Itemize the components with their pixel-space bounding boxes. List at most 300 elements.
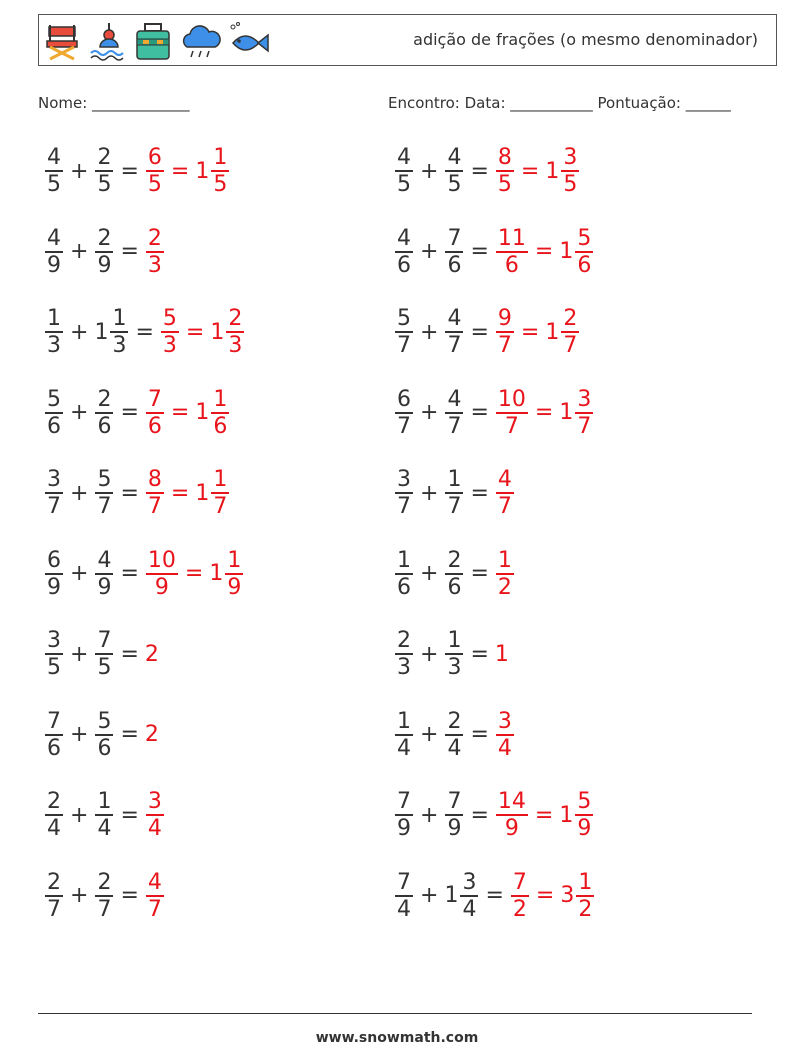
numerator: 7: [97, 628, 112, 653]
numerator: 1: [227, 547, 242, 573]
problem-item: [394, 304, 580, 360]
problem-item: [44, 707, 159, 763]
mixed-fraction: [211, 467, 229, 519]
mixed-whole: 1: [195, 400, 210, 425]
fishing-float-icon: [89, 21, 125, 61]
addend-fraction: [395, 306, 413, 358]
denominator: 7: [397, 333, 411, 358]
problem-item: [44, 465, 230, 521]
addend-fraction: [445, 789, 463, 841]
numerator: 4: [447, 306, 462, 331]
denominator: 7: [504, 413, 519, 439]
answer: [495, 467, 515, 519]
numerator: 8: [497, 145, 512, 170]
plus-sign: +: [420, 641, 439, 667]
denominator: 6: [447, 252, 462, 278]
meeting-date-score-field: Encontro: Data: ___________ Pontuação: ______: [388, 94, 731, 112]
denominator: 6: [447, 574, 462, 600]
numerator: 5: [577, 789, 592, 814]
equals-sign: =: [120, 641, 139, 667]
answer: [160, 306, 245, 358]
denominator: 5: [213, 172, 228, 197]
equals-sign: =: [170, 158, 190, 184]
denominator: 7: [563, 333, 578, 358]
denominator: 5: [447, 172, 462, 197]
numerator: 7: [447, 789, 462, 814]
numerator: 3: [47, 628, 61, 653]
plus-sign: +: [70, 400, 89, 425]
denominator: 6: [147, 413, 162, 439]
denominator: 7: [497, 494, 512, 519]
addend-fraction: [45, 870, 63, 922]
numerator: 7: [147, 386, 162, 412]
addend-fraction: [445, 709, 463, 761]
denominator: 9: [577, 816, 592, 841]
equals-sign: =: [470, 319, 489, 345]
answer: [145, 467, 230, 519]
equals-sign: =: [520, 319, 540, 345]
addend-fraction: [45, 628, 63, 680]
denominator: 7: [47, 896, 61, 922]
numerator: 2: [447, 708, 462, 734]
addend-fraction: [395, 387, 413, 439]
numerator: 2: [97, 145, 112, 170]
addend-fraction: [445, 387, 463, 439]
denominator: 7: [97, 896, 112, 922]
mixed-fraction: [211, 387, 229, 439]
denominator: 3: [397, 655, 411, 680]
equals-sign: =: [470, 158, 489, 184]
answer-fraction: [146, 387, 164, 439]
denominator: 9: [397, 816, 411, 841]
addend-fraction: [395, 145, 413, 197]
answer-fraction: [146, 145, 164, 197]
problem-item: [44, 143, 230, 199]
addend-fraction: [45, 548, 63, 600]
answer: [495, 145, 580, 197]
plus-sign: +: [420, 561, 439, 586]
numerator: 7: [47, 708, 61, 734]
answer: [495, 387, 594, 439]
denominator: 4: [462, 896, 477, 922]
denominator: 3: [228, 333, 243, 358]
answer-fraction: [496, 306, 514, 358]
whole-part: 1: [444, 883, 459, 908]
denominator: 3: [447, 655, 462, 680]
numerator: 5: [97, 467, 112, 492]
denominator: 7: [397, 494, 411, 519]
plus-sign: +: [420, 802, 439, 828]
numerator: 4: [447, 386, 462, 412]
answer: [145, 722, 159, 747]
numerator: 3: [462, 869, 477, 895]
denominator: 9: [47, 252, 61, 278]
denominator: 9: [97, 574, 112, 600]
addend-fraction: [45, 226, 63, 278]
plus-sign: +: [420, 480, 439, 506]
numerator: 1: [447, 628, 462, 653]
denominator: 5: [47, 172, 61, 197]
problem-item: [394, 707, 515, 763]
worksheet-title: adição de frações (o mesmo denominador): [413, 30, 758, 49]
denominator: 6: [397, 574, 411, 600]
answer: [495, 306, 580, 358]
footer-divider: [38, 1013, 752, 1014]
numerator: 10: [147, 547, 176, 573]
mixed-fraction: [575, 789, 593, 841]
addend-fraction: [395, 870, 413, 922]
mixed-whole: 1: [559, 400, 574, 425]
addend-fraction: [395, 628, 413, 680]
directors-chair-icon: [45, 21, 79, 61]
numerator: 6: [147, 145, 162, 170]
numerator: 2: [97, 386, 112, 412]
numerator: 1: [213, 386, 228, 412]
answer-fraction: [496, 709, 514, 761]
mixed-fraction: [225, 548, 243, 600]
numerator: 7: [512, 869, 527, 895]
denominator: 9: [504, 816, 519, 841]
numerator: 2: [147, 225, 162, 251]
denominator: 2: [497, 574, 512, 600]
denominator: 4: [447, 735, 462, 761]
numerator: 2: [397, 628, 411, 653]
denominator: 6: [47, 735, 61, 761]
denominator: 6: [47, 413, 61, 439]
denominator: 7: [447, 413, 462, 439]
addend-fraction: [110, 306, 128, 358]
addend-fraction: [445, 628, 463, 680]
denominator: 3: [112, 333, 127, 358]
denominator: 4: [397, 896, 411, 922]
denominator: 7: [577, 413, 592, 439]
numerator: 5: [162, 306, 177, 331]
denominator: 7: [397, 413, 411, 439]
denominator: 6: [97, 413, 112, 439]
mixed-whole: 1: [559, 802, 574, 828]
equals-sign: =: [170, 400, 190, 425]
numerator: 10: [497, 386, 526, 412]
answer-whole: 2: [144, 641, 159, 667]
numerator: 3: [563, 145, 578, 170]
plus-sign: +: [70, 641, 89, 667]
addend-fraction: [95, 145, 113, 197]
numerator: 1: [397, 708, 411, 734]
equals-sign: =: [120, 561, 139, 586]
plus-sign: +: [70, 158, 89, 184]
equals-sign: =: [534, 400, 554, 425]
addend-fraction: [45, 467, 63, 519]
plus-sign: +: [420, 158, 439, 184]
problem-item: [394, 143, 580, 199]
mixed-whole: 1: [195, 158, 210, 184]
denominator: 7: [213, 494, 228, 519]
addend-fraction: [445, 145, 463, 197]
equals-sign: =: [470, 400, 489, 425]
denominator: 7: [147, 896, 162, 922]
answer: [495, 789, 594, 841]
denominator: 7: [147, 494, 162, 519]
equals-sign: =: [534, 802, 554, 828]
answer-fraction: [146, 467, 164, 519]
answer-fraction: [496, 548, 514, 600]
equals-sign: =: [470, 239, 489, 264]
numerator: 7: [447, 225, 462, 251]
numerator: 9: [497, 306, 512, 331]
problem-item: [394, 465, 515, 521]
numerator: 6: [397, 386, 411, 412]
equals-sign: =: [120, 802, 139, 828]
name-field: Nome: _____________: [38, 94, 190, 112]
tackle-box-icon: [135, 21, 171, 61]
rain-cloud-icon: [179, 21, 223, 61]
numerator: 1: [497, 547, 512, 573]
answer: [145, 387, 230, 439]
answer-fraction: [161, 306, 179, 358]
problem-item: [44, 868, 165, 924]
addend-fraction: [460, 870, 478, 922]
numerator: 6: [47, 547, 61, 573]
denominator: 5: [497, 172, 512, 197]
plus-sign: +: [420, 400, 439, 425]
problem-item: [44, 385, 230, 441]
addend-fraction: [45, 387, 63, 439]
numerator: 1: [97, 789, 112, 814]
equals-sign: =: [120, 722, 139, 747]
problem-item: [394, 868, 595, 924]
denominator: 2: [512, 896, 527, 922]
numerator: 1: [213, 467, 228, 492]
equals-sign: =: [485, 883, 504, 908]
addend-fraction: [395, 226, 413, 278]
addend-fraction: [445, 306, 463, 358]
problem-item: [394, 787, 594, 843]
equals-sign: =: [470, 480, 489, 506]
denominator: 5: [563, 172, 578, 197]
plus-sign: +: [420, 722, 439, 747]
addend-fraction: [445, 226, 463, 278]
equals-sign: =: [520, 158, 540, 184]
problem-item: [394, 626, 509, 682]
plus-sign: +: [70, 561, 89, 586]
numerator: 8: [147, 467, 162, 492]
addend-fraction: [95, 387, 113, 439]
equals-sign: =: [120, 480, 139, 506]
addend-fraction: [45, 306, 63, 358]
equals-sign: =: [120, 158, 139, 184]
denominator: 3: [47, 333, 61, 358]
equals-sign: =: [534, 239, 554, 264]
numerator: 2: [47, 789, 61, 814]
problem-item: [44, 546, 244, 602]
addend-fraction: [95, 870, 113, 922]
equals-sign: =: [120, 883, 139, 908]
denominator: 5: [97, 655, 112, 680]
footer-url: www.snowmath.com: [315, 1030, 479, 1046]
denominator: 7: [447, 494, 462, 519]
answer-fraction: [146, 548, 178, 600]
numerator: 1: [47, 306, 61, 331]
numerator: 5: [97, 708, 112, 734]
denominator: 4: [147, 816, 162, 841]
addend-fraction: [95, 789, 113, 841]
numerator: 1: [112, 306, 127, 331]
answer-fraction: [146, 226, 164, 278]
plus-sign: +: [70, 883, 89, 908]
numerator: 2: [228, 306, 243, 331]
numerator: 5: [397, 306, 411, 331]
equals-sign: =: [120, 400, 139, 425]
equals-sign: =: [135, 319, 154, 345]
numerator: 2: [97, 869, 112, 895]
answer: [145, 789, 165, 841]
problem-item: [394, 385, 594, 441]
addend-fraction: [95, 548, 113, 600]
mixed-whole: 1: [545, 319, 560, 345]
denominator: 7: [497, 333, 512, 358]
mixed-whole: 1: [210, 319, 225, 345]
addend-fraction: [395, 548, 413, 600]
plus-sign: +: [420, 319, 439, 345]
denominator: 6: [577, 252, 592, 278]
answer-fraction: [496, 387, 528, 439]
addend-fraction: [445, 548, 463, 600]
addend-fraction: [95, 709, 113, 761]
numerator: 3: [47, 467, 61, 492]
answer: [145, 548, 244, 600]
denominator: 7: [97, 494, 112, 519]
numerator: 2: [447, 547, 462, 573]
numerator: 4: [397, 145, 411, 170]
denominator: 3: [147, 252, 162, 278]
denominator: 6: [97, 735, 112, 761]
equals-sign: =: [120, 239, 139, 264]
plus-sign: +: [70, 722, 89, 747]
mixed-whole: 1: [545, 158, 560, 184]
answer: [495, 709, 515, 761]
numerator: 1: [578, 869, 593, 895]
equals-sign: =: [535, 883, 555, 908]
denominator: 3: [162, 333, 177, 358]
plus-sign: +: [70, 319, 89, 345]
mixed-whole: 1: [559, 239, 574, 264]
denominator: 9: [447, 816, 462, 841]
denominator: 6: [504, 252, 519, 278]
denominator: 5: [397, 172, 411, 197]
addend-fraction: [45, 709, 63, 761]
fish-icon: [227, 21, 271, 61]
numerator: 3: [577, 386, 592, 412]
problem-item: [44, 224, 165, 280]
equals-sign: =: [470, 722, 489, 747]
denominator: 9: [47, 574, 61, 600]
answer: [145, 226, 165, 278]
numerator: 3: [497, 708, 512, 734]
mixed-fraction: [226, 306, 244, 358]
denominator: 4: [397, 735, 411, 761]
mixed-whole: 3: [560, 883, 575, 908]
equals-sign: =: [170, 480, 190, 506]
denominator: 2: [578, 896, 593, 922]
plus-sign: +: [420, 883, 439, 908]
denominator: 5: [47, 655, 61, 680]
denominator: 7: [447, 333, 462, 358]
answer: [145, 642, 159, 667]
whole-part: 1: [94, 319, 109, 345]
numerator: 5: [577, 225, 592, 251]
answer: [145, 870, 165, 922]
addend-fraction: [45, 789, 63, 841]
numerator: 2: [97, 225, 112, 251]
answer: [495, 226, 594, 278]
problem-item: [394, 224, 594, 280]
numerator: 5: [47, 386, 61, 412]
addend-fraction: [445, 467, 463, 519]
equals-sign: =: [470, 561, 489, 586]
mixed-whole: 1: [195, 480, 210, 506]
numerator: 4: [47, 225, 61, 251]
denominator: 9: [227, 574, 242, 600]
denominator: 4: [497, 735, 512, 761]
answer: [510, 870, 595, 922]
numerator: 4: [447, 145, 462, 170]
numerator: 3: [397, 467, 411, 492]
worksheet-header: [38, 14, 777, 66]
answer-fraction: [511, 870, 529, 922]
addend-fraction: [395, 709, 413, 761]
plus-sign: +: [70, 480, 89, 506]
addend-fraction: [95, 628, 113, 680]
numerator: 2: [563, 306, 578, 331]
mixed-whole: 1: [209, 561, 224, 586]
equals-sign: =: [184, 561, 204, 586]
numerator: 4: [147, 869, 162, 895]
problem-item: [44, 626, 159, 682]
numerator: 14: [497, 789, 526, 814]
denominator: 5: [147, 172, 162, 197]
denominator: 7: [47, 494, 61, 519]
answer-whole: 2: [144, 722, 159, 747]
denominator: 9: [97, 252, 112, 278]
numerator: 11: [497, 225, 526, 251]
answer-fraction: [496, 789, 528, 841]
answer: [145, 145, 230, 197]
numerator: 4: [497, 467, 512, 492]
denominator: 4: [47, 816, 61, 841]
plus-sign: +: [70, 239, 89, 264]
addend-fraction: [95, 226, 113, 278]
addend-fraction: [395, 789, 413, 841]
answer-fraction: [146, 789, 164, 841]
problem-item: [44, 304, 245, 360]
numerator: 1: [397, 547, 411, 573]
answer: [495, 548, 515, 600]
answer-fraction: [146, 870, 164, 922]
equals-sign: =: [470, 802, 489, 828]
answer: [495, 642, 509, 667]
problem-item: [394, 546, 515, 602]
problem-item: [44, 787, 165, 843]
mixed-fraction: [561, 306, 579, 358]
numerator: 4: [47, 145, 61, 170]
addend-fraction: [95, 467, 113, 519]
numerator: 7: [397, 869, 411, 895]
equals-sign: =: [185, 319, 205, 345]
plus-sign: +: [70, 802, 89, 828]
mixed-fraction: [575, 387, 593, 439]
mixed-fraction: [561, 145, 579, 197]
addend-fraction: [395, 467, 413, 519]
